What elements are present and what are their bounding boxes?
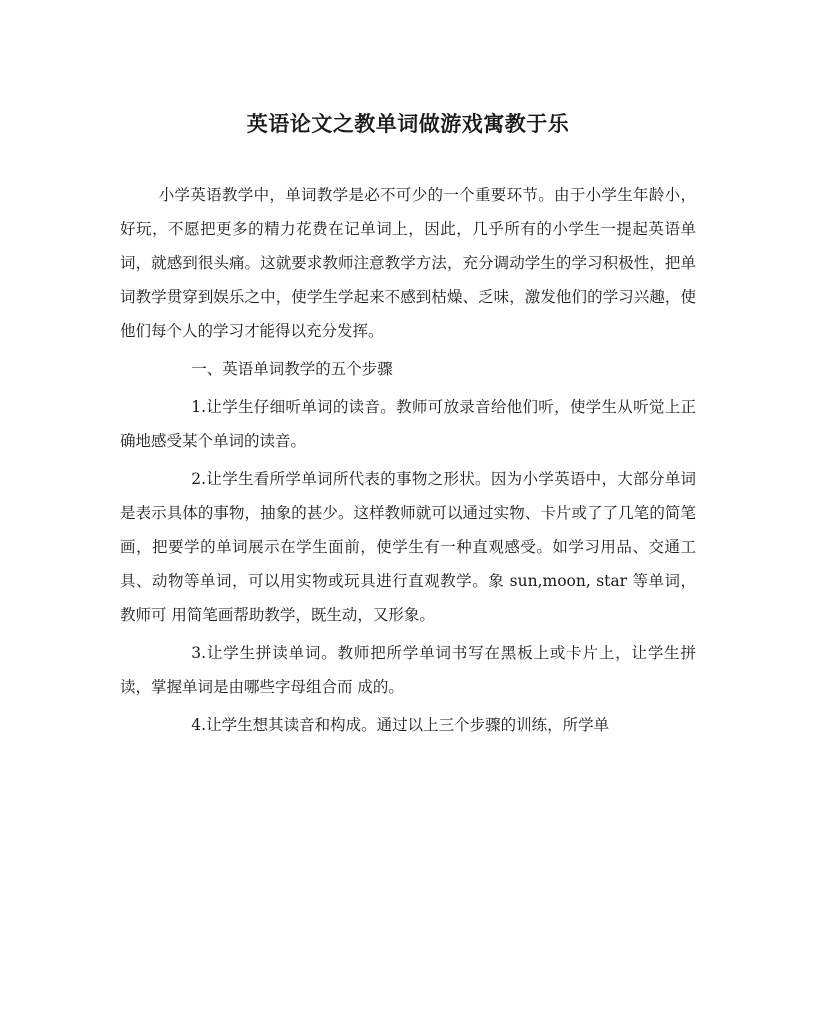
step-paragraph-4: 4.让学生想其读音和构成。通过以上三个步骤的训练，所学单 xyxy=(191,716,610,734)
step-paragraph-2: 2.让学生看所学单词所代表的事物之形状。因为小学英语中，大部分单词是表示具体的事物，抽象的甚少。这样教师就可以通过实物、卡片或了了几笔的简笔画，把要学的单词展示在学生面前，使学生有一种直观感受。如学习用品、交通工具、动物等单词，可以用实物或玩具进行直观教学。象 sun,moon, star 等单词，教师可 用简笔画帮助教学，既生动，又形象。 xyxy=(120,470,696,624)
document-body xyxy=(120,178,696,742)
step-paragraph-3: 3.让学生拼读单词。教师把所学单词书写在黑板上或卡片上，让学生拼读，掌握单词是由哪些字母组合而 成的。 xyxy=(120,644,696,696)
intro-paragraph: 小学英语教学中，单词教学是必不可少的一个重要环节。由于小学生年龄小，好玩，不愿把更多的精力花费在记单词上，因此，几乎所有的小学生一提起英语单词，就感到很头痛。这就要求教师注意教学方法，充分调动学生的学习积极性，把单词教学贯穿到娱乐之中，使学生学起来不感到枯燥、乏味，激发他们的学习兴趣，使他们每个人的学习才能得以充分发挥。 xyxy=(120,186,696,340)
step-paragraph-1: 1.让学生仔细听单词的读音。教师可放录音给他们听，使学生从听觉上正确地感受某个单词的读音。 xyxy=(120,398,696,450)
document-title: 英语论文之教单词做游戏寓教于乐 xyxy=(246,111,570,136)
section-heading: 一、英语单词教学的五个步骤 xyxy=(191,360,393,378)
